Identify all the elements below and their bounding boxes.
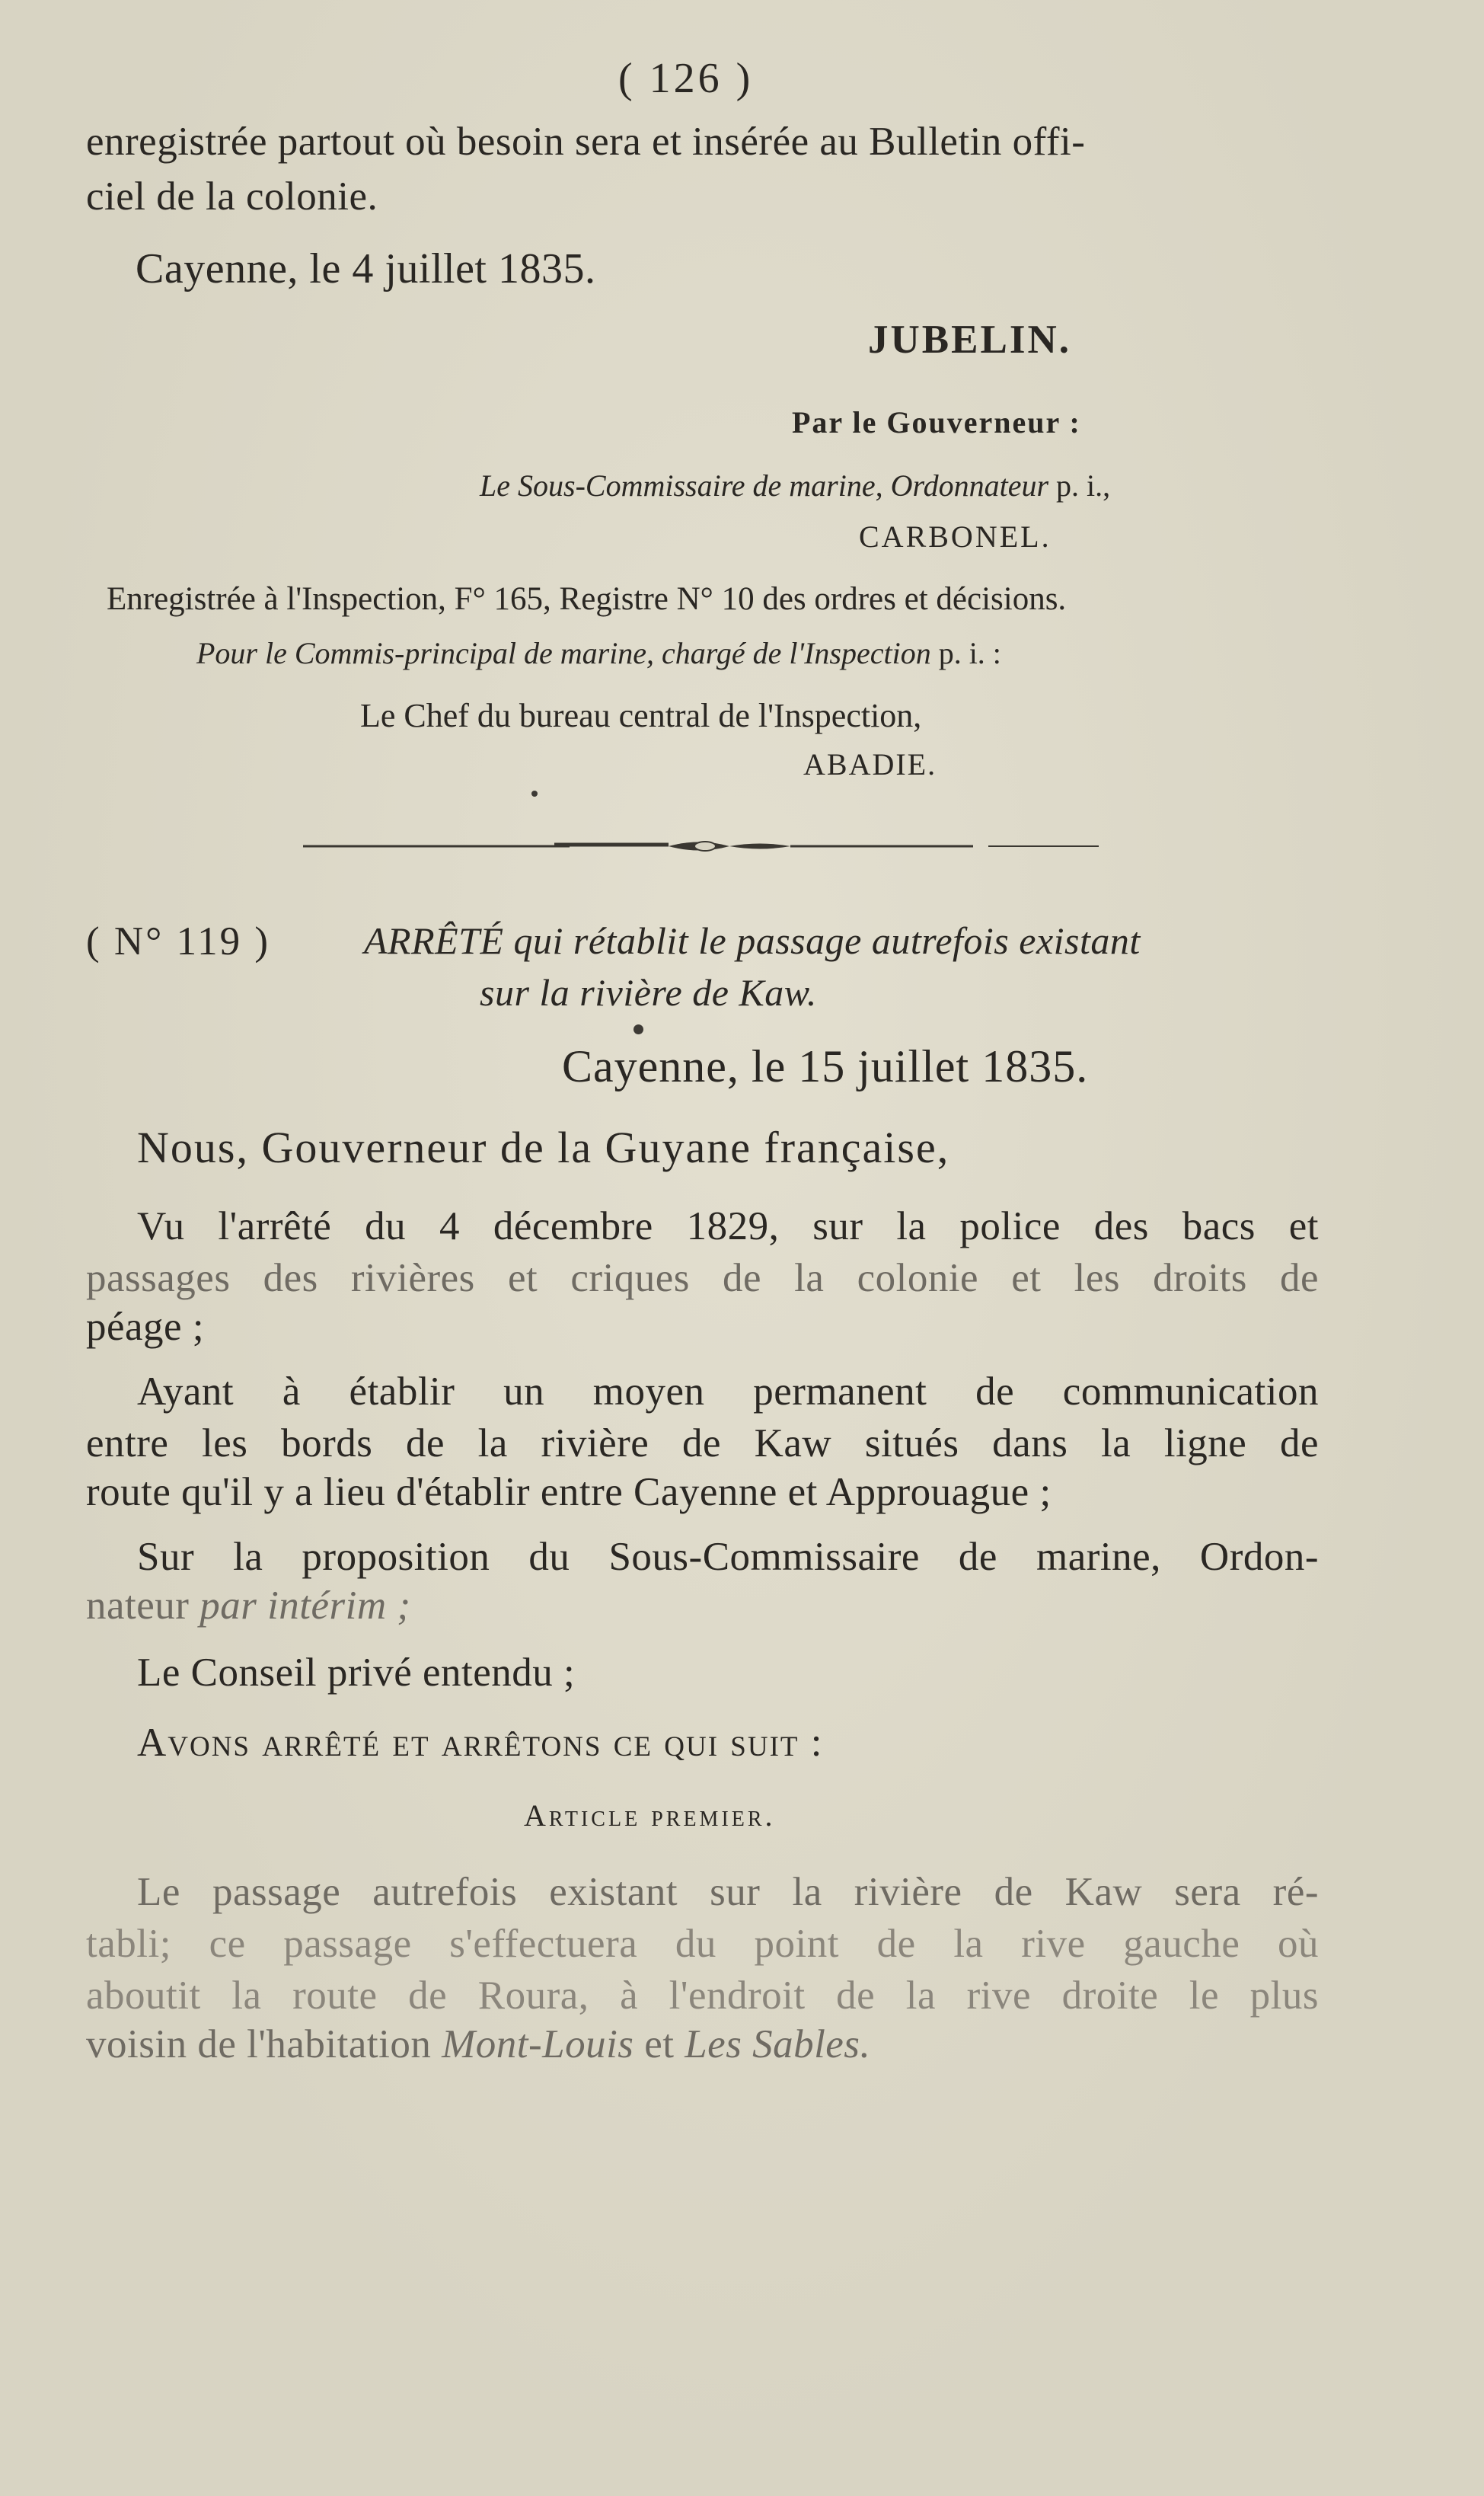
separator-rule bbox=[303, 838, 1099, 855]
previous-act-closing-line-2: ciel de la colonie. bbox=[86, 174, 378, 219]
commis-line bbox=[196, 638, 1001, 669]
article-line-1: Le passage autrefois existant sur la rivière de Kaw sera ré- bbox=[137, 1870, 1319, 1914]
sub-commissioner-title-italic: Le Sous-Commissaire de marine, Ordonnateur bbox=[480, 468, 1049, 503]
ink-speck bbox=[633, 1024, 643, 1034]
considering-4: Le Conseil privé entendu ; bbox=[137, 1651, 576, 1695]
considering-2-line-2: entre les bords de la rivière de Kaw situés dans la ligne de bbox=[86, 1421, 1319, 1465]
preamble-governor: Nous, Gouverneur de la Guyane française, bbox=[137, 1123, 950, 1172]
considering-3-line-2-italic: par intérim ; bbox=[199, 1584, 411, 1628]
previous-act-date: Cayenne, le 4 juillet 1835. bbox=[136, 245, 596, 292]
article-line-2: tabli; ce passage s'effectuera du point de la rive gauche où bbox=[86, 1922, 1319, 1966]
commis-line-suffix: p. i. : bbox=[938, 636, 1001, 670]
considering-2-line-1: Ayant à établir un moyen permanent de communication bbox=[137, 1369, 1319, 1414]
act-number: ( N° 119 ) bbox=[86, 919, 271, 964]
act-title-line-2: sur la rivière de Kaw. bbox=[480, 971, 817, 1014]
registration-line: Enregistrée à l'Inspection, F° 165, Registre N° 10 des ordres et décisions. bbox=[107, 581, 1067, 617]
considering-2-line-3: route qu'il y a lieu d'établir entre Cayenne et Approuague ; bbox=[86, 1470, 1052, 1514]
article-line-3: aboutit la route de Roura, à l'endroit de la rive droite le plus bbox=[86, 1973, 1319, 2018]
considering-3-line-2 bbox=[86, 1586, 411, 1626]
by-the-governor: Par le Gouverneur : bbox=[792, 405, 1081, 439]
chef-line: Le Chef du bureau central de l'Inspection, bbox=[360, 697, 922, 734]
chef-name: ABADIE. bbox=[803, 747, 937, 781]
previous-act-closing-line-1: enregistrée partout où besoin sera et insérée au Bulletin offi- bbox=[86, 120, 1086, 164]
considering-1-line-2: passages des rivières et criques de la colonie et les droits de bbox=[86, 1256, 1319, 1300]
sub-commissioner-name: CARBONEL. bbox=[859, 519, 1052, 554]
act-date: Cayenne, le 15 juillet 1835. bbox=[562, 1041, 1089, 1091]
considering-1-line-3: péage ; bbox=[86, 1305, 205, 1349]
habitation-mont-louis: Mont-Louis bbox=[442, 2022, 634, 2066]
commis-line-italic: Pour le Commis-principal de marine, chargé de l'Inspection bbox=[196, 636, 931, 670]
article-line-4-prefix: voisin de l'habitation bbox=[86, 2022, 432, 2066]
considering-1-line-1: Vu l'arrêté du 4 décembre 1829, sur la police des bacs et bbox=[137, 1204, 1319, 1248]
sub-commissioner-title bbox=[480, 468, 1111, 503]
governor-signature: JUBELIN. bbox=[868, 318, 1071, 362]
decree-line: Avons arrêté et arrêtons ce qui suit : bbox=[137, 1721, 824, 1765]
article-line-4-middle: et bbox=[644, 2022, 675, 2066]
habitation-les-sables: Les Sables. bbox=[685, 2022, 871, 2066]
sub-commissioner-title-suffix: p. i., bbox=[1056, 468, 1111, 503]
considering-3-line-1: Sur la proposition du Sous-Commissaire de marine, Ordon- bbox=[137, 1535, 1319, 1579]
article-line-4 bbox=[86, 2022, 871, 2066]
ink-speck bbox=[531, 791, 538, 797]
act-title-line-1: ARRÊTÉ qui rétablit le passage autrefois existant bbox=[364, 919, 1141, 962]
considering-3-line-2-prefix: nateur bbox=[86, 1584, 190, 1628]
article-heading: Article premier. bbox=[524, 1798, 776, 1833]
page-number: ( 126 ) bbox=[618, 55, 754, 102]
